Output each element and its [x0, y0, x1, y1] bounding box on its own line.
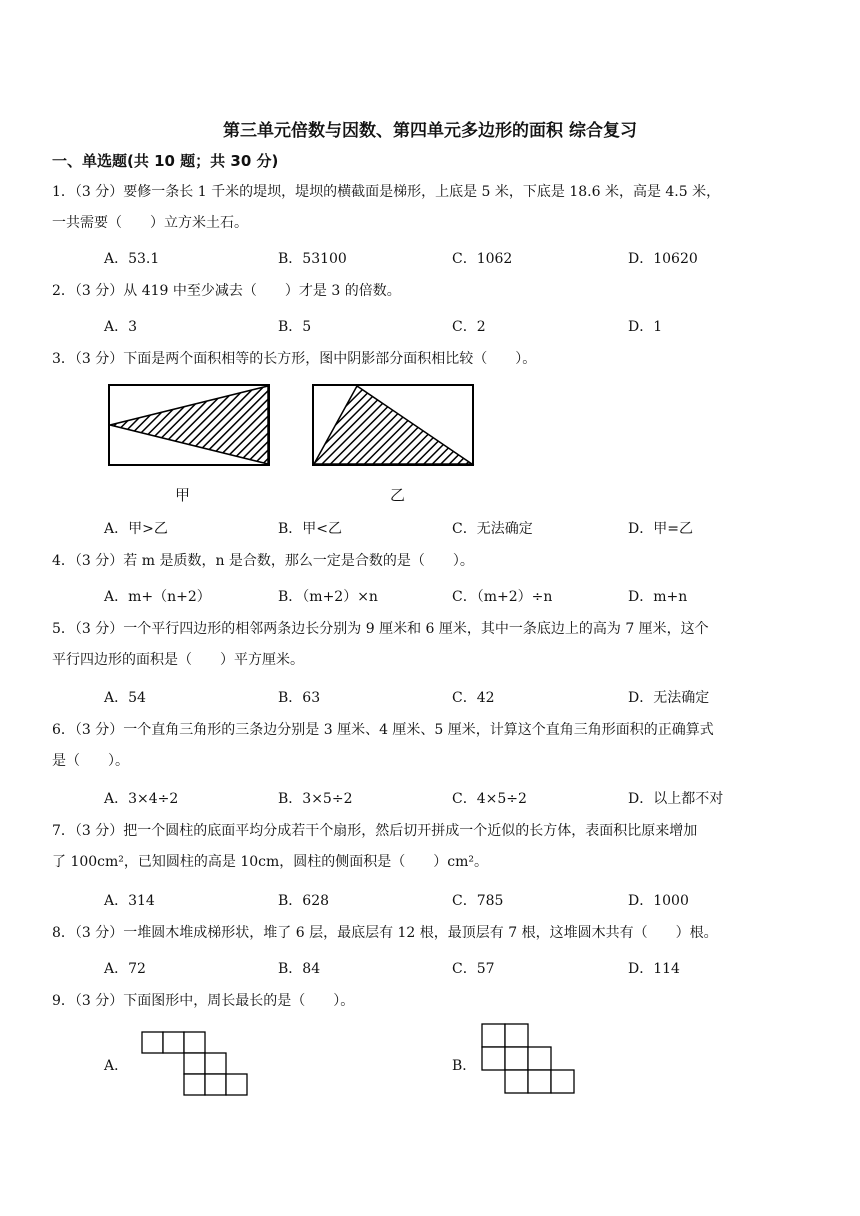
option-b[interactable]: B． — [452, 1058, 477, 1074]
option-c[interactable]: C．1062 — [452, 251, 513, 267]
question-8-line1: 8．（3 分）一堆圆木堆成梯形状，堆了 6 层，最底层有 12 根，最顶层有 7 根，这堆圆木共有（ ）根。 — [52, 925, 718, 941]
question-9 — [52, 986, 812, 1017]
option-a[interactable]: A．3×4÷2 — [104, 791, 179, 807]
option-d[interactable]: D．10620 — [628, 251, 698, 267]
label-yi: 乙 — [390, 486, 406, 504]
option-a[interactable]: A．54 — [104, 690, 146, 706]
question-9-line1: 9．（3 分）下面图形中，周长最长的是（ ）。 — [52, 993, 355, 1009]
question-7-options — [104, 890, 824, 912]
question-1-line1: 1．（3 分）要修一条长 1 千米的堤坝，堤坝的横截面是梯形，上底是 5 米，下底是 18.6 米，高是 4.5 米， — [52, 184, 721, 200]
question-6-options — [104, 788, 824, 810]
option-d[interactable]: D．无法确定 — [628, 690, 710, 706]
rectangle-yi — [313, 385, 473, 465]
option-b[interactable]: B．53100 — [278, 251, 347, 267]
question-3-options — [104, 518, 824, 540]
question-2-line1: 2．（3 分）从 419 中至少减去（ ）才是 3 的倍数。 — [52, 283, 401, 299]
option-a[interactable]: A．72 — [104, 961, 146, 977]
question-6 — [52, 715, 812, 777]
option-c[interactable]: C．4×5÷2 — [452, 791, 527, 807]
option-c[interactable]: C．无法确定 — [452, 521, 533, 537]
question-5-options — [104, 687, 824, 709]
section-heading: 一、单选题(共 10 题；共 30 分) — [52, 152, 279, 170]
option-c[interactable]: C．2 — [452, 319, 486, 335]
option-a[interactable]: A．甲>乙 — [104, 521, 168, 537]
option-b[interactable]: B．628 — [278, 893, 330, 909]
option-d[interactable]: D．1 — [628, 319, 663, 335]
question-3-line1: 3．（3 分）下面是两个面积相等的长方形，图中阴影部分面积相比较（ ）。 — [52, 351, 537, 367]
question-2-options — [104, 316, 824, 338]
question-4-options — [104, 586, 824, 608]
question-3 — [52, 344, 812, 375]
question-7 — [52, 816, 812, 878]
option-b[interactable]: B．3×5÷2 — [278, 791, 353, 807]
question-6-line1: 6．（3 分）一个直角三角形的三条边分别是 3 厘米、4 厘米、5 厘米，计算这个直角三角形面积的正确算式 — [52, 722, 714, 738]
label-jia: 甲 — [175, 486, 191, 504]
question-1-line2: 一共需要（ ）立方米土石。 — [52, 215, 248, 231]
question-5-line1: 5．（3 分）一个平行四边形的相邻两条边长分别为 9 厘米和 6 厘米，其中一条底边上的高为 7 厘米，这个 — [52, 621, 709, 637]
option-d[interactable]: D．1000 — [628, 893, 689, 909]
option-a[interactable]: A．53.1 — [104, 251, 160, 267]
option-d[interactable]: D．114 — [628, 961, 680, 977]
question-6-line2: 是（ ）。 — [52, 753, 129, 769]
question-5-line2: 平行四边形的面积是（ ）平方厘米。 — [52, 652, 304, 668]
option-b[interactable]: B．5 — [278, 319, 312, 335]
question-1-options — [104, 248, 824, 270]
option-b[interactable]: B．（m+2）×n — [278, 589, 378, 605]
option-a[interactable]: A．3 — [104, 319, 138, 335]
question-8-options — [104, 958, 824, 980]
option-c[interactable]: C．42 — [452, 690, 495, 706]
option-c[interactable]: C．57 — [452, 961, 495, 977]
question-7-line2: 了 100cm²，已知圆柱的高是 10cm，圆柱的侧面积是（ ）cm²。 — [52, 854, 489, 870]
option-a[interactable]: A． — [104, 1058, 129, 1074]
option-a[interactable]: A．m+（n+2） — [104, 589, 211, 605]
question-1 — [52, 177, 812, 239]
rectangles-figure — [106, 382, 486, 472]
option-c[interactable]: C．（m+2）÷n — [452, 589, 553, 605]
option-b[interactable]: B．84 — [278, 961, 321, 977]
question-5 — [52, 614, 812, 676]
question-8 — [52, 918, 812, 949]
option-d[interactable]: D．m+n — [628, 589, 688, 605]
option-a[interactable]: A．314 — [104, 893, 155, 909]
question-7-line1: 7．（3 分）把一个圆柱的底面平均分成若干个扇形，然后切开拼成一个近似的长方体，表面积比原来增加 — [52, 823, 698, 839]
question-2 — [52, 276, 812, 307]
shape-b-figure — [480, 1022, 580, 1102]
option-b[interactable]: B．甲<乙 — [278, 521, 343, 537]
option-d[interactable]: D．以上都不对 — [628, 791, 724, 807]
rectangle-jia — [109, 385, 269, 465]
option-c[interactable]: C．785 — [452, 893, 504, 909]
question-4-line1: 4．（3 分）若 m 是质数，n 是合数，那么一定是合数的是（ ）。 — [52, 553, 474, 569]
page-title: 第三单元倍数与因数、第四单元多边形的面积 综合复习 — [223, 121, 637, 141]
question-4 — [52, 546, 812, 577]
option-d[interactable]: D．甲=乙 — [628, 521, 693, 537]
option-b[interactable]: B．63 — [278, 690, 321, 706]
shape-a-figure — [140, 1030, 250, 1100]
